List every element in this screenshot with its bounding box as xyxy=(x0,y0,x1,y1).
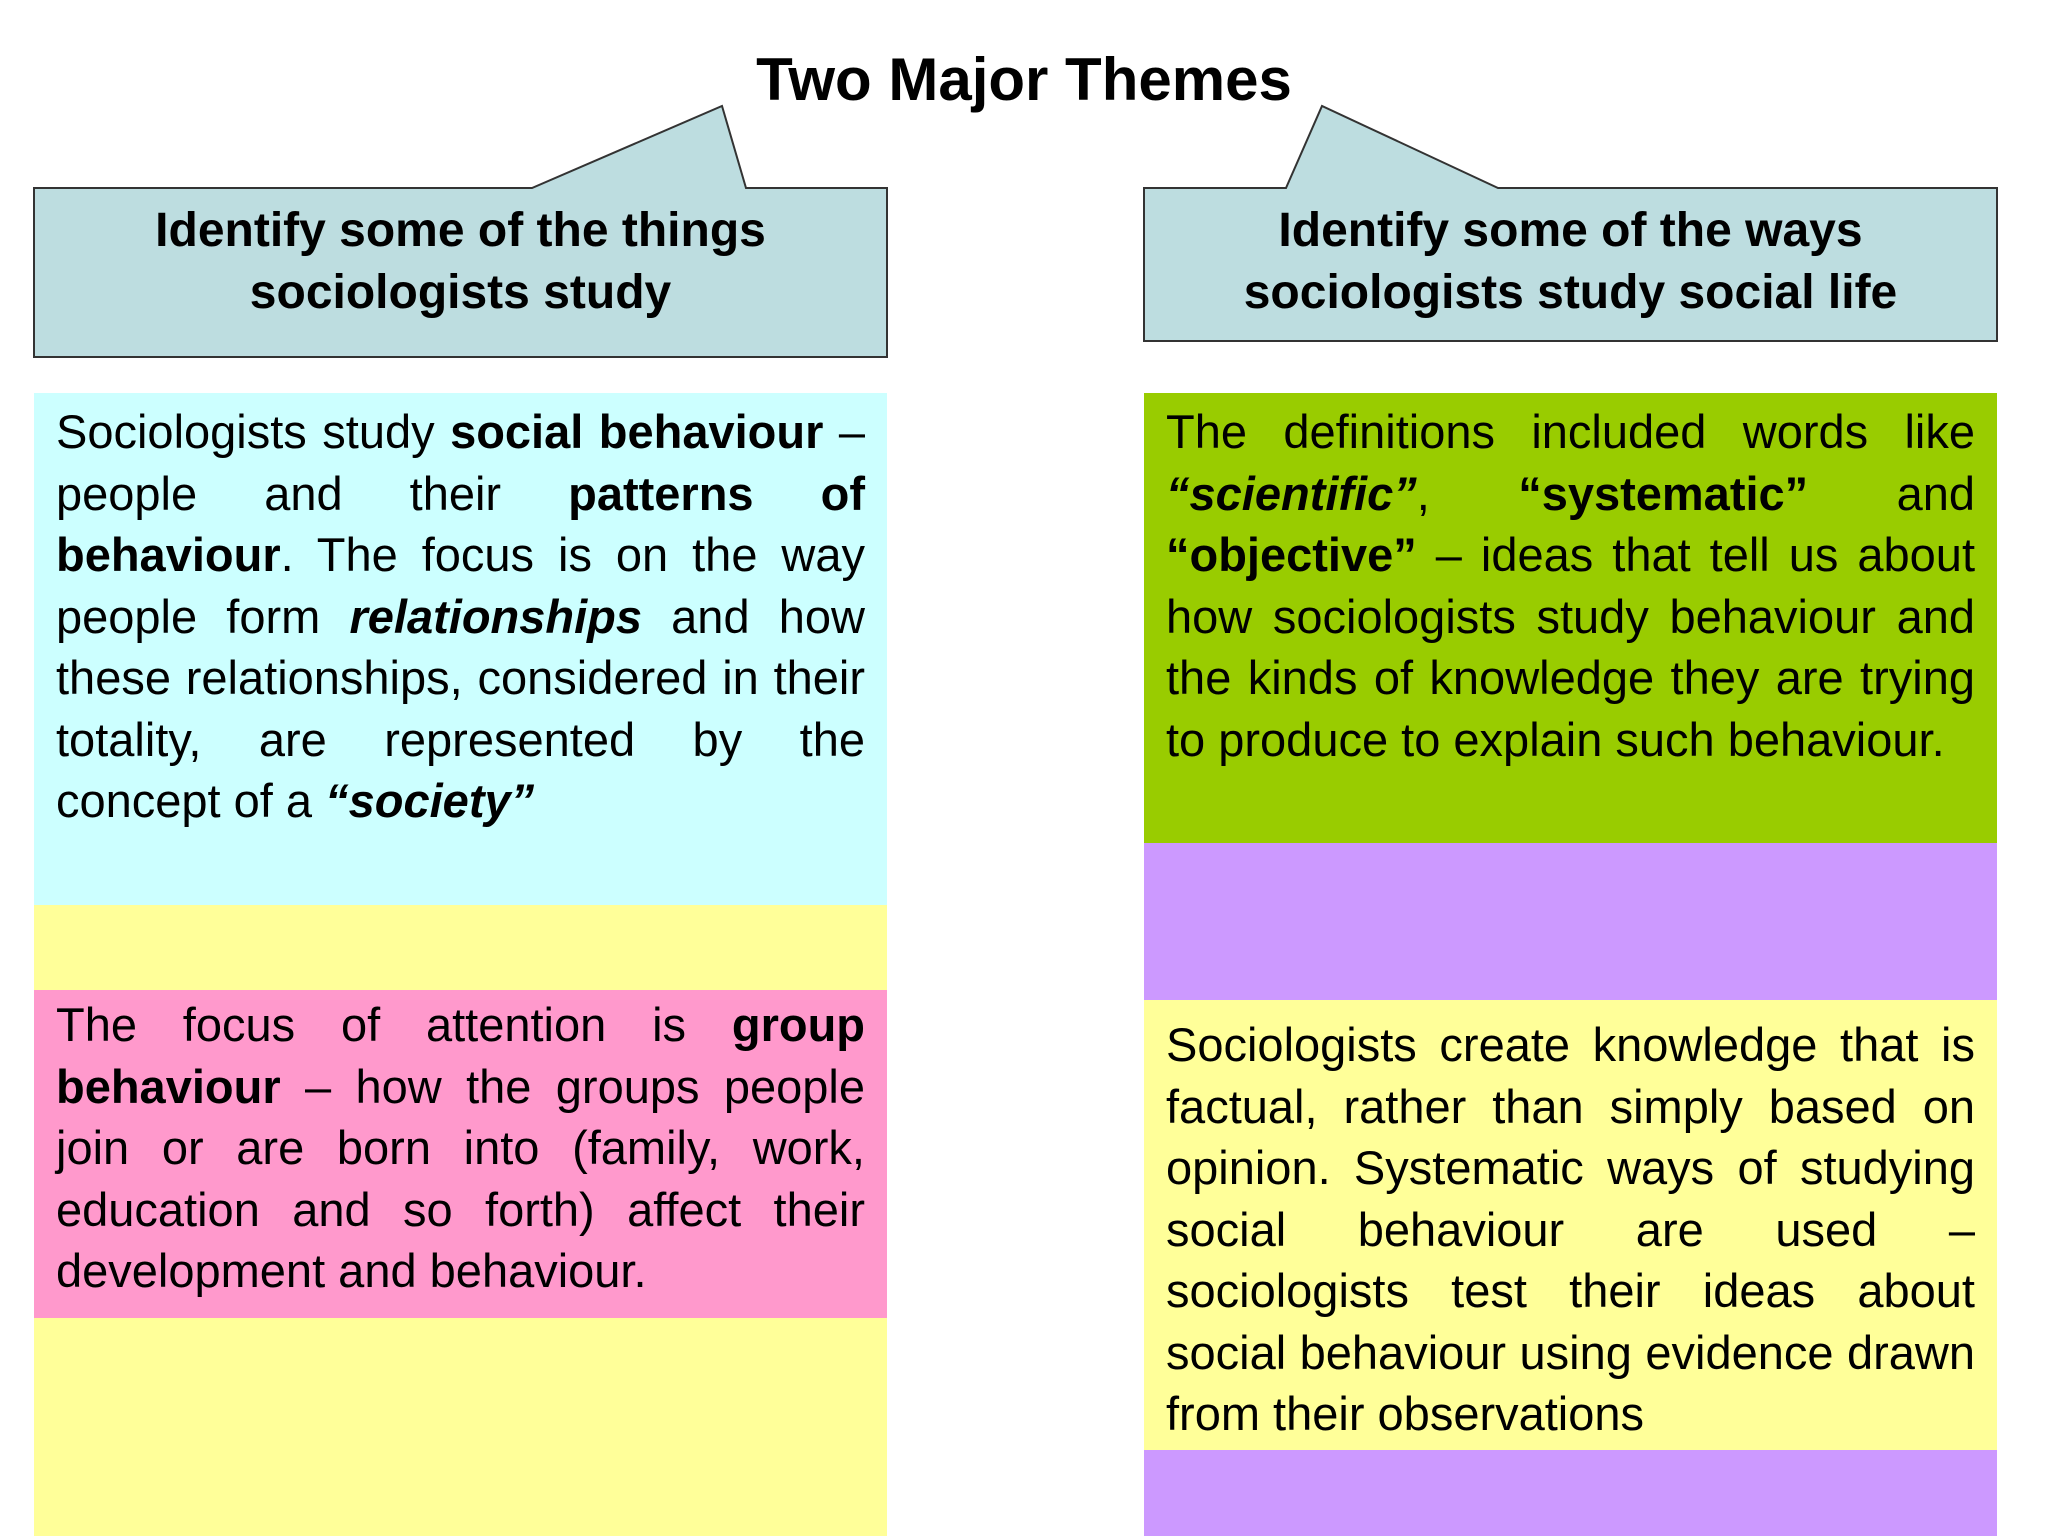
spacer-band xyxy=(1144,843,1997,1000)
spacer-band xyxy=(34,905,887,990)
callout-right-line2: sociologists study social life xyxy=(1243,266,1898,319)
social-behaviour-panel xyxy=(34,393,887,905)
factual-knowledge-panel xyxy=(1144,1000,1997,1450)
definitions-panel xyxy=(1144,393,1997,843)
callout-right-line1: Identify some of the ways xyxy=(1278,204,1863,257)
factual-knowledge-text: Sociologists create knowledge that is factual, rather than simply based on opinion. Systematic ways of studying social behaviour are used – sociologists test their ideas about social behaviour using evidence drawn from their observations xyxy=(1166,1018,1975,1440)
systematic-term: “systematic” xyxy=(1518,466,1809,520)
patterns-term: patterns of behaviour xyxy=(56,466,865,581)
callout-left-label xyxy=(34,200,887,324)
spacer-band xyxy=(1144,1450,1997,1536)
callout-left-line1: Identify some of the things xyxy=(155,204,766,257)
callout-left-line2: sociologists study xyxy=(249,266,672,319)
society-term: “society” xyxy=(325,774,535,827)
scientific-term: “scientific” xyxy=(1166,466,1417,520)
group-behaviour-text: The focus of attention is group behaviour – how the groups people join or are born into (family, work, education and so forth) affect their development and behaviour. xyxy=(56,998,865,1297)
spacer-band xyxy=(34,1318,887,1536)
social-behaviour-text: Sociologists study social behaviour – people and their patterns of behaviour. The focus is on the way people form relationships and how these relationships, considered in their totality, are represented by the concept of a “society” xyxy=(56,405,865,827)
social-behaviour-term: social behaviour xyxy=(450,405,824,458)
definitions-text: The definitions included words like “scientific”, “systematic” and “objective” – ideas that tell us about how sociologists study behaviour and the kinds of knowledge they are trying to produce to explain such behaviour. xyxy=(1166,405,1975,766)
callout-right-label xyxy=(1144,200,1997,324)
group-behaviour-term: group behaviour xyxy=(56,998,865,1113)
page-title: Two Major Themes xyxy=(756,46,1292,113)
relationships-term: relationships xyxy=(349,589,642,643)
group-behaviour-panel xyxy=(34,990,887,1318)
objective-term: “objective” xyxy=(1166,528,1417,581)
